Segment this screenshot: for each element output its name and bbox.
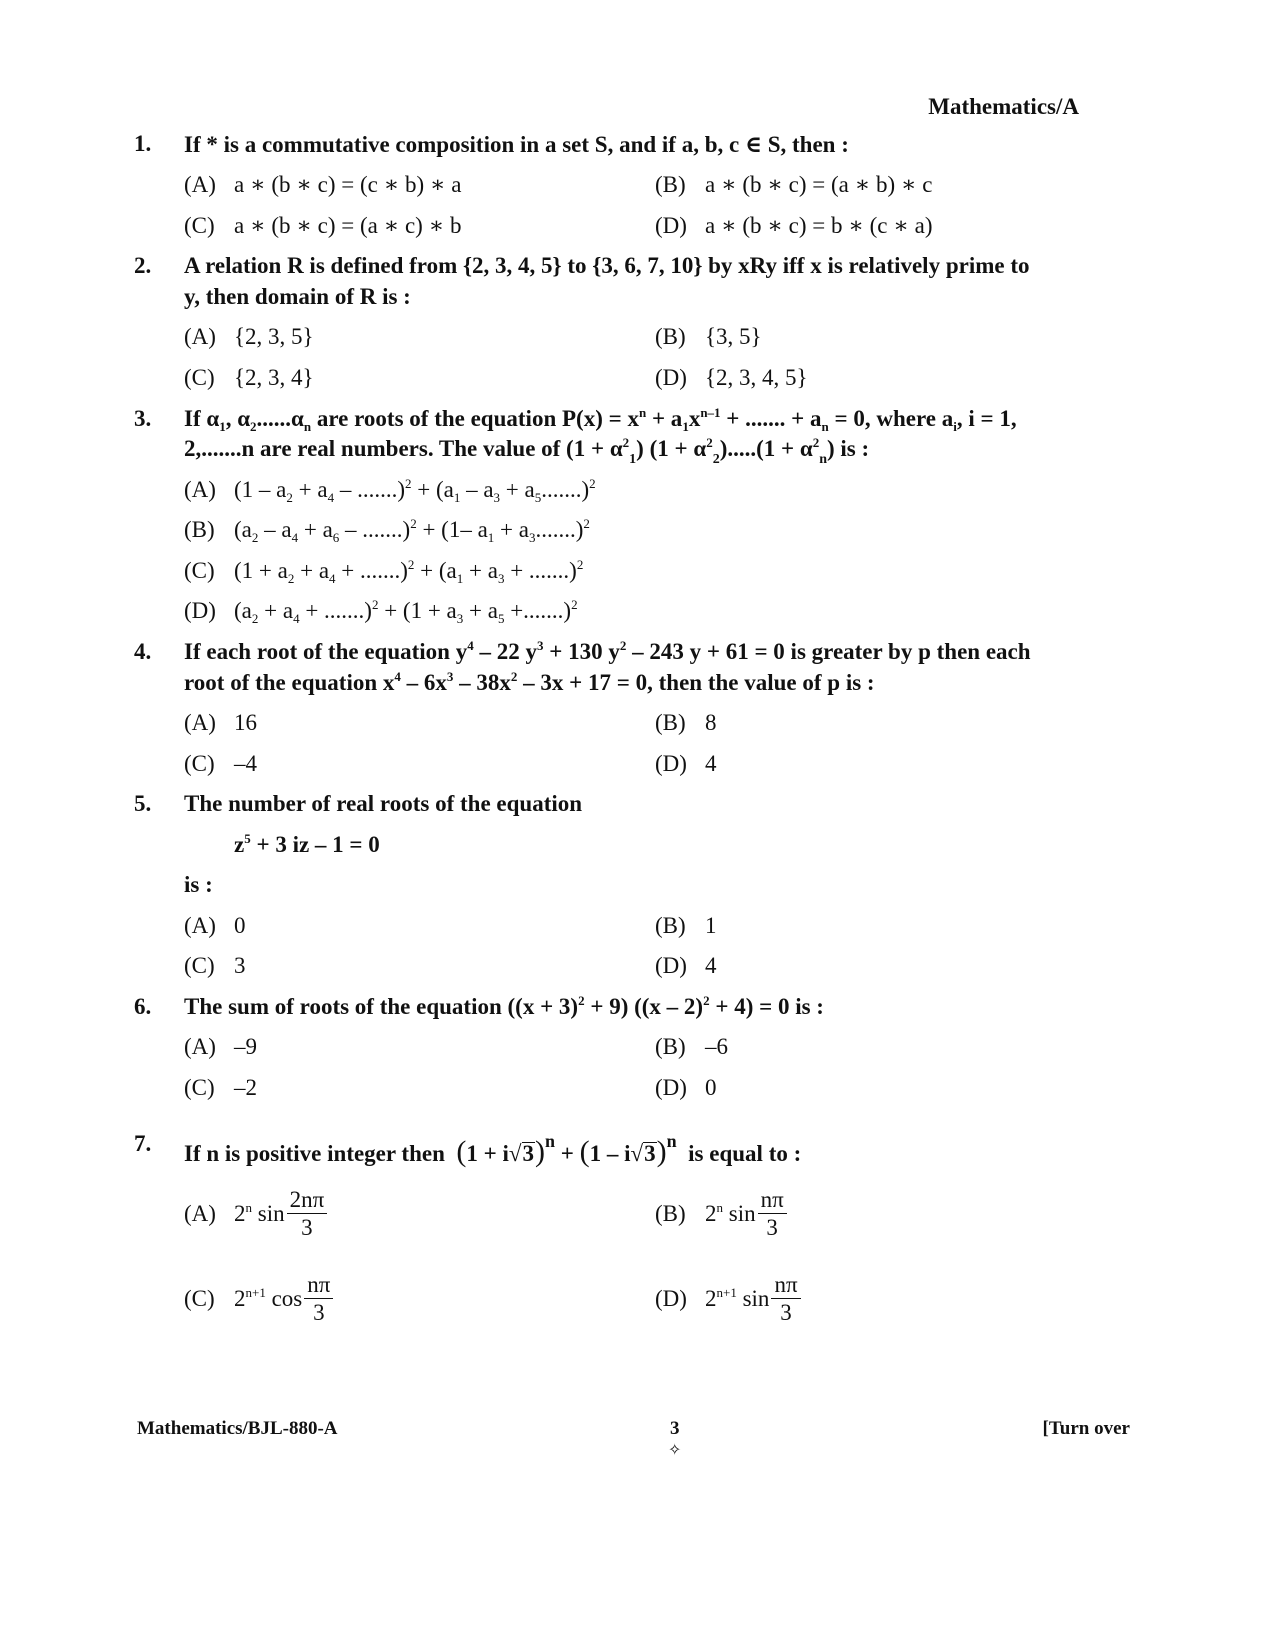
fraction: $\frac{n\pi}{3}$	[771, 1271, 800, 1326]
option-text: $(1 - a_2 + a_4 - .......)^2 + (a_1 - a_3 + a_5.......)^2$	[234, 476, 596, 505]
option-b	[655, 1034, 728, 1060]
option-label: (D)	[655, 213, 687, 238]
option-text: 4	[705, 953, 717, 978]
question-number: 7.	[134, 1131, 152, 1156]
option-text: a ∗ (b ∗ c) = (a ∗ b) ∗ c	[705, 172, 933, 197]
option-a	[184, 324, 314, 350]
question-text-line2: 2,.......n are real numbers. The value of $(1 + \alpha^2_1)$ $(1 + \alpha^2_2).....(1 + \alpha^2_n)$ is :	[184, 435, 870, 467]
option-label: (D)	[184, 598, 216, 623]
question-text: If * is a commutative composition in a set S, and if a, b, c ∈ S, then :	[184, 132, 849, 157]
option-text: {2, 3, 5}	[234, 324, 314, 349]
option-a	[184, 1186, 327, 1241]
option-text: –9	[234, 1034, 257, 1059]
fraction: $\frac{2n\pi}{3}$	[287, 1186, 328, 1241]
question-text-line2: y, then domain of R is :	[184, 284, 411, 309]
option-text: {3, 5}	[705, 324, 762, 349]
option-label: (C)	[184, 558, 215, 583]
option-expression: 2$^n$ sin	[705, 1199, 756, 1226]
option-expression: $2^{n+1}$ cos	[234, 1284, 303, 1311]
option-label: (A)	[184, 172, 216, 197]
option-label: (D)	[655, 751, 687, 776]
option-c	[184, 1075, 257, 1101]
question-text-line2: root of the equation $x^4 - 6x^3 - 38x^2 - 3x + 17 = 0$, then the value of p is :	[184, 669, 875, 695]
option-label: (B)	[655, 710, 686, 735]
option-label: (A)	[184, 477, 216, 502]
option-label: (B)	[655, 913, 686, 938]
option-label: (A)	[184, 1034, 216, 1059]
option-b	[184, 517, 590, 543]
option-label: (B)	[184, 517, 215, 542]
question-text-line1: If $\alpha_1$, $\alpha_2......\alpha_n$ are roots of the equation $P(x) = x^n + a_1x^{n-1}$ + ....... + $a_n = 0$, where $a_i$, i = 1,	[184, 405, 1017, 434]
option-label: (A)	[184, 324, 216, 349]
option-a	[184, 172, 461, 198]
option-label: (D)	[655, 953, 687, 978]
option-label: (C)	[184, 213, 215, 238]
option-label: (A)	[184, 1200, 216, 1226]
option-label: (C)	[184, 1075, 215, 1100]
question-text-pre: If n is positive integer then	[184, 1141, 445, 1166]
option-text: –4	[234, 751, 257, 776]
option-a	[184, 477, 596, 503]
fraction: $\frac{n\pi}{3}$	[758, 1186, 787, 1241]
option-b	[655, 710, 717, 736]
option-b	[655, 913, 717, 939]
option-text: $(a_2 + a_4 + .......)^2 + (1 + a_3 + a_5 +.......)^2$	[234, 597, 578, 626]
option-c	[184, 558, 583, 584]
option-text: 0	[234, 913, 246, 938]
option-c	[184, 953, 246, 979]
power-expression: $(1 + i√3)^n + (1 - i√3)^n$	[456, 1131, 677, 1168]
question-number: 4.	[134, 639, 152, 664]
option-c	[184, 365, 314, 391]
option-text: $(a_2 - a_4 + a_6 - .......)^2 + (1-$ $a_1 + a_3.......)^2$	[234, 516, 590, 545]
option-expression: $2^{n+1}$ sin	[705, 1284, 770, 1311]
option-label: (B)	[655, 1034, 686, 1059]
question-text: The number of real roots of the equation	[184, 791, 583, 816]
question-tail: is :	[184, 872, 213, 897]
question-number: 3.	[134, 406, 152, 431]
option-text: 0	[705, 1075, 717, 1100]
option-d	[655, 213, 932, 239]
option-label: (C)	[184, 365, 215, 390]
question-number: 2.	[134, 253, 152, 278]
option-d	[655, 1075, 717, 1101]
option-label: (D)	[655, 365, 687, 390]
option-a	[184, 1034, 257, 1060]
option-text: a ∗ (b ∗ c) = (a ∗ c) ∗ b	[234, 213, 462, 238]
option-label: (B)	[655, 1200, 686, 1226]
option-b	[655, 324, 762, 350]
footer-code: Mathematics/BJL-880-A	[137, 1418, 338, 1439]
option-text: $(1 + a_2 + a_4 + .......)^2 + (a_1 + a_3 + .......)^2$	[234, 557, 584, 586]
option-b	[655, 172, 932, 198]
option-label: (B)	[655, 324, 686, 349]
question-text-post: is equal to :	[688, 1141, 802, 1166]
option-label: (A)	[184, 710, 216, 735]
option-expression: 2$^n$ sin	[234, 1199, 285, 1226]
option-a	[184, 710, 257, 736]
footer-page-number: 3	[670, 1418, 680, 1439]
option-text: a ∗ (b ∗ c) = (c ∗ b) ∗ a	[234, 172, 462, 197]
footer-star-icon: ✧	[668, 1442, 682, 1459]
option-label: (D)	[655, 1285, 687, 1311]
question-text-line1: If each root of the equation $y^4 - 22$ $y^3 + 130$ $y^2 - 243$ y + 61 = 0 is greater by p then each	[184, 638, 1031, 664]
option-c	[184, 751, 257, 777]
footer-turn-over: [Turn over	[1042, 1418, 1130, 1439]
option-label: (A)	[184, 913, 216, 938]
question-number: 6.	[134, 994, 152, 1019]
option-text: 8	[705, 710, 717, 735]
option-text: –2	[234, 1075, 257, 1100]
fraction: $\frac{n\pi}{3}$	[304, 1271, 333, 1326]
option-label: (C)	[184, 751, 215, 776]
option-b	[655, 1186, 787, 1241]
equation: $z^5 + 3$ iz – 1 = 0	[234, 831, 380, 857]
option-text: –6	[705, 1034, 728, 1059]
option-label: (C)	[184, 953, 215, 978]
option-c	[184, 213, 461, 239]
question-number: 1.	[134, 131, 152, 156]
option-c	[184, 1271, 333, 1326]
page-header-subject: Mathematics/A	[928, 94, 1079, 119]
question-text	[184, 1131, 801, 1169]
option-text: 4	[705, 751, 717, 776]
option-d	[655, 751, 717, 777]
option-label: (D)	[655, 1075, 687, 1100]
option-a	[184, 913, 246, 939]
option-text: {2, 3, 4, 5}	[705, 365, 808, 390]
question-number: 5.	[134, 791, 152, 816]
option-label: (B)	[655, 172, 686, 197]
option-d	[655, 953, 717, 979]
option-d	[655, 1271, 801, 1326]
question-text: The sum of roots of the equation $((x + 3)^2 + 9)$ ((x – 2)$^2$ + 4) = 0 is :	[184, 993, 824, 1019]
question-text-line1: A relation R is defined from {2, 3, 4, 5} to {3, 6, 7, 10} by xRy iff x is relatively prime to	[184, 253, 1030, 278]
option-text: 16	[234, 710, 257, 735]
option-text: 3	[234, 953, 246, 978]
option-d	[184, 598, 578, 624]
option-d	[655, 365, 808, 391]
option-text: {2, 3, 4}	[234, 365, 314, 390]
option-text: a ∗ (b ∗ c) = b ∗ (c ∗ a)	[705, 213, 933, 238]
option-text: 1	[705, 913, 717, 938]
option-label: (C)	[184, 1285, 215, 1311]
